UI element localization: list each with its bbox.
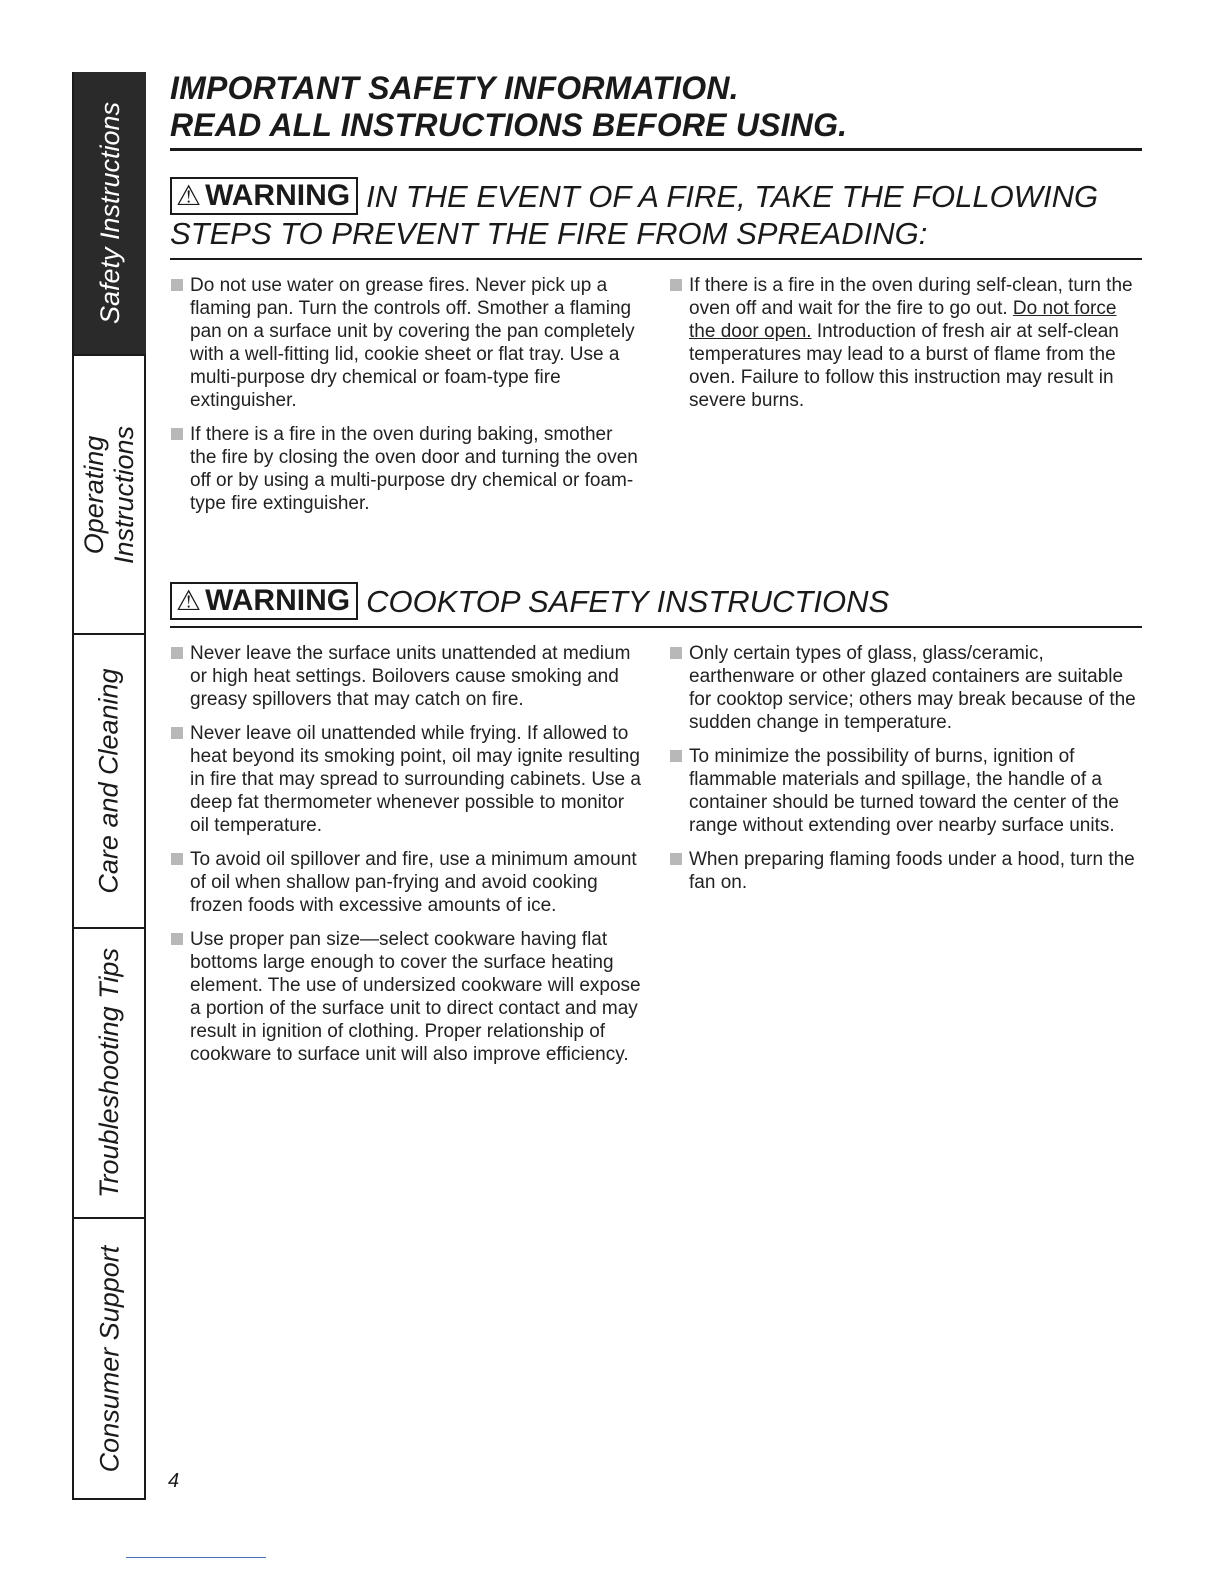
bullet-icon [670, 647, 682, 659]
bullet-icon [171, 428, 183, 440]
tab-label-line2: Instructions [109, 425, 139, 564]
item-text-underlined: Do not force the door open. [689, 298, 1117, 342]
item-text: Never leave oil unattended while frying. If allowed to heat beyond its smoking point, oil may ignite resulting in fire that may spread to surrounding cabinets. Use a deep fat thermometer whenever possible to monitor oil temperature. [190, 723, 641, 836]
cooktop-warning-heading [170, 582, 1142, 620]
fire-right-column [669, 274, 1142, 526]
tab-label: Consumer Support [94, 1245, 124, 1472]
bullet-icon [171, 727, 183, 739]
fire-warning-heading [170, 177, 1142, 252]
item-text: Never leave the surface units unattended at medium or high heat settings. Boilovers cause smoking and greasy spillovers that may catch on fire. [190, 643, 631, 710]
item-text: Use proper pan size—select cookware having flat bottoms large enough to cover the surface heating element. The use of undersized cookware will expose a portion of the surface unit to direct contact and may result in ignition of clothing. Proper relationship of cookware to surface unit will also improve efficiency. [190, 929, 641, 1065]
title-line-1: IMPORTANT SAFETY INFORMATION. [170, 70, 739, 106]
tab-operating-instructions[interactable] [74, 356, 146, 635]
warning-badge [170, 177, 358, 215]
list-item [669, 642, 1142, 734]
list-item [170, 642, 643, 711]
bullet-icon [171, 647, 183, 659]
item-text: If there is a fire in the oven during baking, smother the fire by closing the oven door and turning the oven off or by using a multi-purpose dry chemical or foam-type fire extinguisher. [190, 424, 638, 514]
warning-badge-label: WARNING [205, 584, 351, 617]
item-text: Do not use water on grease fires. Never pick up a flaming pan. Turn the controls off. Smother a flaming pan on a surface unit by covering the pan completely with a well-fitting lid, cookie sheet or flat tray. Use a multi-purpose dry chemical or foam-type fire extinguisher. [190, 275, 635, 411]
title-line-2: READ ALL INSTRUCTIONS BEFORE USING. [170, 107, 848, 143]
bullet-icon [670, 279, 682, 291]
section-rule [170, 626, 1142, 628]
main-content [170, 70, 1142, 1077]
cooktop-left-column [170, 642, 643, 1077]
fire-warning-text: IN THE EVENT OF A FIRE, TAKE THE FOLLOWING STEPS TO PREVENT THE FIRE FROM SPREADING: [170, 179, 1099, 251]
bullet-icon [670, 853, 682, 865]
item-text: To minimize the possibility of burns, ignition of flammable materials and spillage, the handle of a container should be turned toward the center of the range without extending over nearby surface units. [689, 746, 1119, 836]
tab-safety-instructions[interactable] [74, 72, 146, 356]
page-number: 4 [168, 1470, 180, 1492]
bullet-icon [171, 933, 183, 945]
tab-consumer-support[interactable] [74, 1219, 146, 1498]
tab-label [79, 425, 139, 563]
item-text: Only certain types of glass, glass/ceramic, earthenware or other glazed containers are suitable for cooktop service; others may break because of the sudden change in temperature. [689, 643, 1136, 733]
tab-troubleshooting-tips[interactable] [74, 929, 146, 1219]
tab-label-line1: Operating [79, 435, 109, 554]
tab-label: Troubleshooting Tips [94, 948, 124, 1198]
tab-care-and-cleaning[interactable] [74, 635, 146, 929]
list-item [669, 848, 1142, 894]
cooktop-columns [170, 642, 1142, 1077]
tab-label: Care and Cleaning [94, 668, 124, 894]
warning-badge [170, 582, 358, 620]
cooktop-right-column [669, 642, 1142, 1077]
item-text: If there is a fire in the oven during self-clean, turn the oven off and wait for the fire to go out. [689, 275, 1133, 319]
bullet-icon [171, 279, 183, 291]
fire-warning-columns [170, 274, 1142, 526]
page-title [170, 70, 1142, 144]
warning-triangle-icon: ⚠ [176, 585, 202, 616]
item-text: Introduction of fresh air at self-clean temperatures may lead to a burst of flame from the oven. Failure to follow this instruction may result in severe burns. [689, 321, 1119, 411]
section-rule [170, 258, 1142, 260]
list-item [170, 848, 643, 917]
fire-left-column [170, 274, 643, 526]
item-text: To avoid oil spillover and fire, use a minimum amount of oil when shallow pan-frying and avoid cooking frozen foods with excessive amounts of ice. [190, 849, 637, 916]
list-item [170, 722, 643, 837]
cooktop-warning-text: COOKTOP SAFETY INSTRUCTIONS [366, 584, 890, 619]
bullet-icon [171, 853, 183, 865]
list-item [170, 928, 643, 1066]
warning-badge-label: WARNING [205, 179, 351, 212]
section-tabs [72, 72, 146, 1500]
list-item [669, 274, 1142, 412]
list-item [669, 745, 1142, 837]
warning-triangle-icon: ⚠ [176, 180, 202, 211]
list-item [170, 274, 643, 412]
title-rule [170, 148, 1142, 151]
bullet-icon [670, 750, 682, 762]
footer-line [126, 1557, 266, 1558]
tab-label: Safety Instructions [95, 101, 126, 325]
item-text: When preparing flaming foods under a hood, turn the fan on. [689, 849, 1135, 893]
list-item [170, 423, 643, 515]
